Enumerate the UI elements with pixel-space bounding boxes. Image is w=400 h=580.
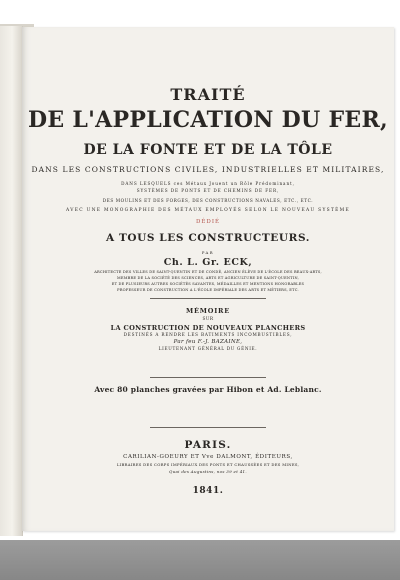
- memoir-subject: LA CONSTRUCTION DE NOUVEAUX PLANCHERS: [110, 324, 306, 332]
- author-credentials-3: ET DE PLUSIEURS AUTRES SOCIÉTÉS SAVANTES, MÉDAILLES ET MENTIONS HONORABLES: [111, 282, 305, 286]
- author-credentials-4: PROFESSEUR DE CONSTRUCTION A L'ÉCOLE IMPÉRIALE DES ARTS ET MÉTIERS, ETC.: [117, 288, 299, 292]
- imprint-city: PARIS.: [184, 439, 232, 451]
- divider-rule: [150, 427, 266, 428]
- author-credentials-2: MEMBRE DE LA SOCIÉTÉ DES SCIENCES, ARTS ET AGRICULTURE DE SAINT-QUENTIN,: [117, 276, 299, 280]
- title-line-2: DE L'APPLICATION DU FER,: [27, 107, 389, 133]
- divider-rule: [150, 298, 266, 299]
- imprint-publisher-line: LIBRAIRES DES CORPS IMPÉRIAUX DES PONTS ET CHAUSSÉES ET DES MINES,: [116, 462, 300, 467]
- memoir-heading: MÉMOIRE: [185, 307, 230, 315]
- memoir-author: Par feu F.-J. BAZAINE,: [173, 339, 243, 345]
- imprint-publisher: CARILIAN-GOEURY ET Vve DALMONT, ÉDITEURS,: [123, 454, 293, 460]
- scope-line-2: SYSTÈMES DE PONTS ET DE CHEMINS DE FER,: [136, 188, 280, 193]
- divider-rule: [150, 377, 266, 378]
- by-label: PAR: [201, 250, 215, 255]
- book-spine: [0, 26, 23, 536]
- photo-background-base: [0, 540, 400, 580]
- scope-line-3: DES MOULINS ET DES FORGES, DES CONSTRUCTIONS NAVALES, ETC., ETC.: [102, 198, 314, 203]
- plates-note: Avec 80 planches gravées par Hibon et Ad. Leblanc.: [94, 385, 322, 394]
- memoir-note: DESTINÉS A RENDRE LES BATIMENTS INCOMBUSTIBLES,: [123, 332, 293, 337]
- memoir-sur: SUR: [202, 316, 214, 321]
- title-line-3: DE LA FONTE ET DE LA TÔLE: [83, 142, 333, 158]
- dedication-word: DÉDIÉ: [195, 219, 221, 225]
- title-page: [22, 27, 394, 531]
- imprint-address: Quai des Augustins, nos 39 et 41.: [169, 469, 247, 474]
- imprint-year: 1841.: [192, 486, 224, 496]
- title-line-4: DANS LES CONSTRUCTIONS CIVILES, INDUSTRIELLES ET MILITAIRES,: [31, 165, 385, 174]
- memoir-author-title: LIEUTENANT GÉNÉRAL DU GÉNIE.: [158, 346, 258, 351]
- scope-line-4: AVEC UNE MONOGRAPHIE DES MÉTAUX EMPLOYÉS SELON LE NOUVEAU SYSTÈME: [66, 208, 350, 213]
- scope-line-1: DANS LESQUELS ces Métaux Jouent un Rôle Prédominant,: [121, 181, 295, 186]
- title-line-1: TRAITÉ: [170, 85, 246, 104]
- dedication-target: A TOUS LES CONSTRUCTEURS.: [105, 232, 311, 244]
- author-name: Ch. L. Gr. ECK,: [163, 257, 253, 268]
- author-credentials-1: ARCHITECTE DES VILLES DE SAINT-QUENTIN ET DE CONDÉ, ANCIEN ÉLÈVE DE L'ÉCOLE DES BEAUX-ARTS,: [94, 270, 322, 274]
